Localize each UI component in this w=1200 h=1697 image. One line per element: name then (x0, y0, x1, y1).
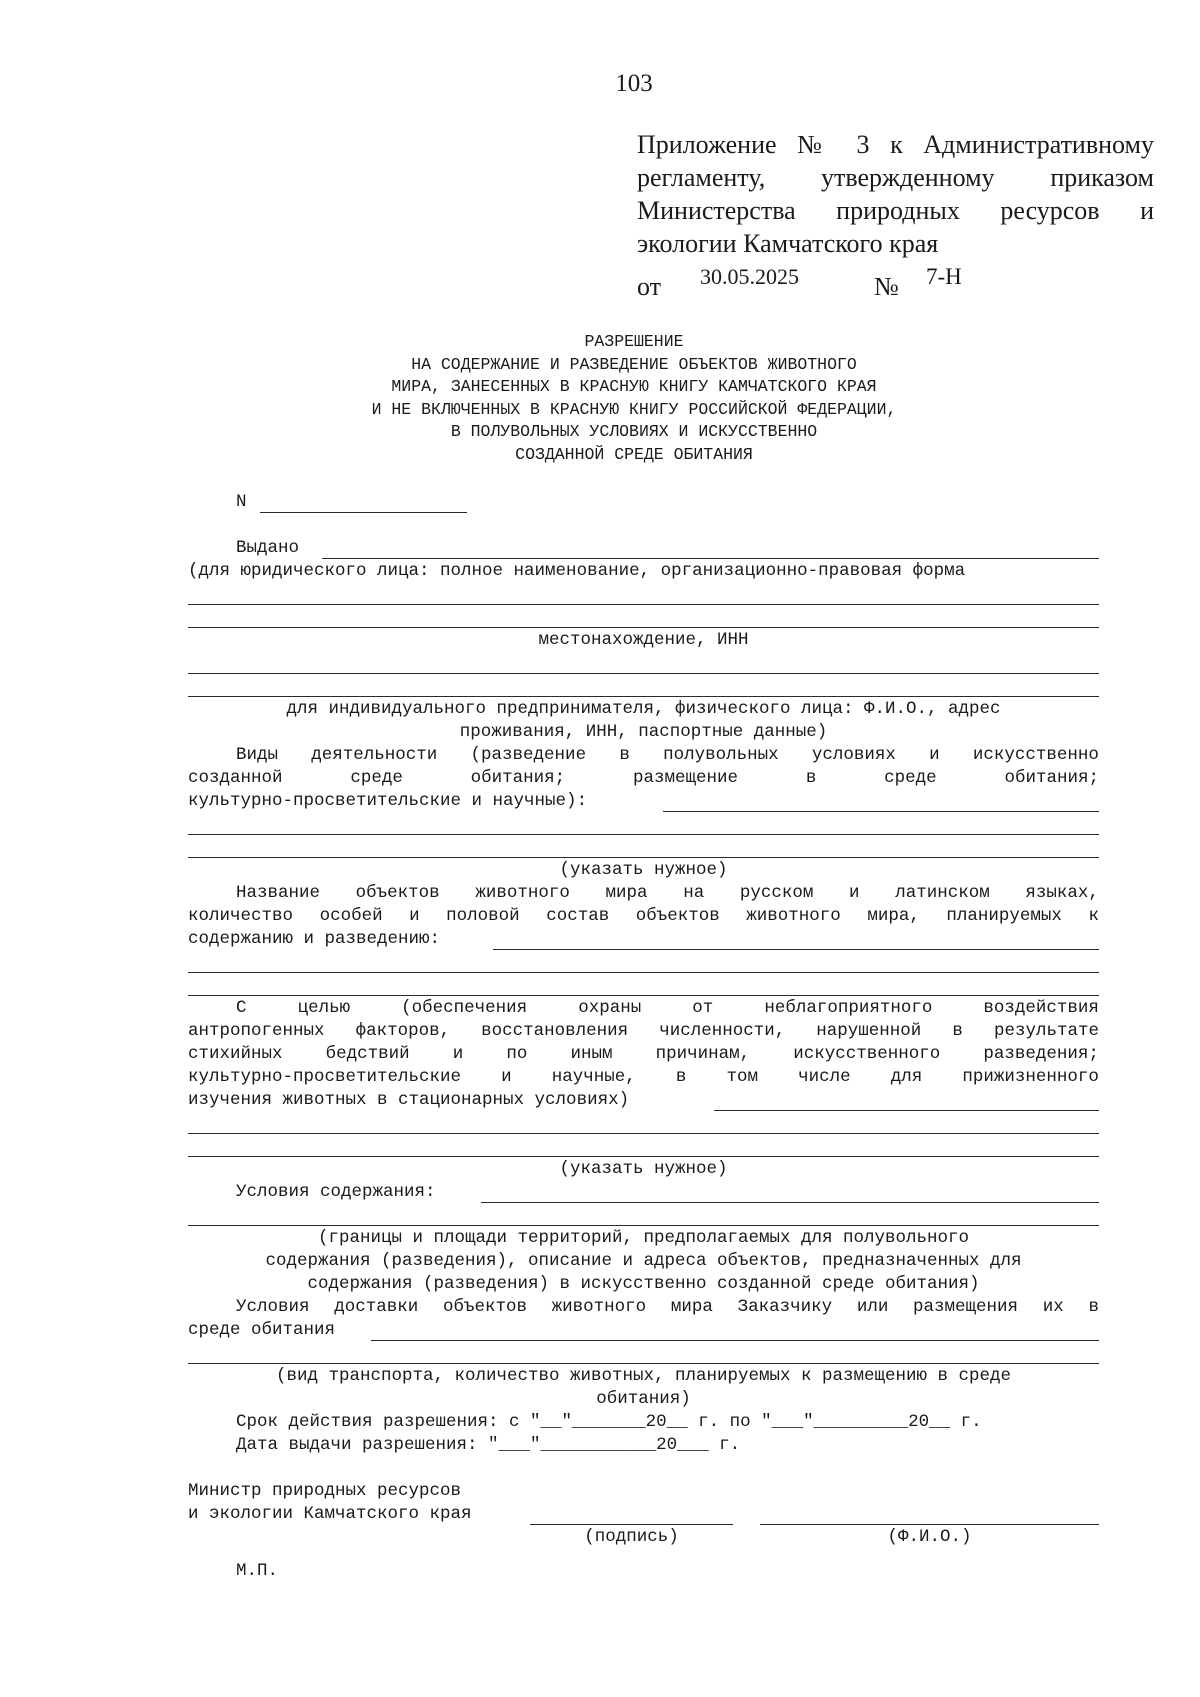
from-label: от (637, 272, 662, 301)
appendix-line: регламенту, утвержденному приказом (637, 163, 1154, 192)
purpose-line: антропогенных факторов, восстановления численности, нарушенной в результате (188, 1021, 1099, 1041)
fio-field[interactable] (760, 1524, 1099, 1525)
blank-line[interactable] (188, 1156, 1099, 1157)
activity-line: Виды деятельности (разведение в полувольных условиях и искусственно (236, 745, 1099, 765)
activity-line: культурно-просветительские и научные): (188, 791, 588, 811)
species-field[interactable] (493, 949, 1099, 950)
blank-line[interactable] (188, 995, 1099, 996)
title-line: НА СОДЕРЖАНИЕ И РАЗВЕДЕНИЕ ОБЪЕКТОВ ЖИВОТНОГО (411, 354, 857, 374)
blank-line[interactable] (188, 627, 1099, 628)
stamp-place: М.П. (236, 1561, 279, 1581)
conditions-hint: (границы и площади территорий, предполагаемых для полувольного (317, 1228, 970, 1248)
issued-hint: (для юридического лица: полное наименование, организационно-правовая форма (188, 561, 966, 581)
purpose-field[interactable] (714, 1110, 1099, 1111)
appendix-line: Министерства природных ресурсов и (637, 196, 1154, 225)
purpose-line: С целью (обеспечения охраны от неблагоприятного воздействия (236, 998, 1099, 1018)
purpose-line: культурно-просветительские и научные, в том числе для прижизненного (188, 1067, 1099, 1087)
transport-hint: (вид транспорта, количество животных, планируемых к размещению в среде (275, 1366, 1012, 1386)
document-title (0, 331, 1200, 466)
signature-field[interactable] (530, 1524, 733, 1525)
blank-line[interactable] (188, 857, 1099, 858)
title-line: СОЗДАННОЙ СРЕДЕ ОБИТАНИЯ (515, 444, 753, 464)
specify-hint: (указать нужное) (559, 860, 728, 880)
permit-number-label: N (236, 492, 247, 512)
blank-line[interactable] (188, 1225, 1099, 1226)
delivery-line: Условия доставки объектов животного мира Заказчику или размещения их в (236, 1297, 1099, 1317)
appendix-block (637, 128, 1154, 300)
activity-field[interactable] (663, 811, 1099, 812)
conditions-field[interactable] (481, 1202, 1099, 1203)
fio-hint: (Ф.И.О.) (887, 1527, 972, 1547)
specify-hint: (указать нужное) (559, 1159, 728, 1179)
conditions-hint: содержания (разведения) в искусственно созданной среде обитания) (307, 1274, 980, 1294)
blank-line[interactable] (188, 972, 1099, 973)
purpose-line: стихийных бедствий и по иным причинам, искусственного разведения; (188, 1044, 1099, 1064)
title-line: В ПОЛУВОЛЬНЫХ УСЛОВИЯХ И ИСКУССТВЕННО (450, 422, 818, 441)
order-number: 7-Н (926, 264, 962, 289)
blank-line[interactable] (188, 604, 1099, 605)
species-line: количество особей и половой состав объектов животного мира, планируемых к (188, 906, 1099, 926)
issued-to-field[interactable] (322, 558, 1099, 559)
number-label: № (874, 272, 899, 301)
permit-number-field[interactable] (260, 512, 467, 513)
blank-line[interactable] (188, 834, 1099, 835)
title-line: РАЗРЕШЕНИЕ (584, 332, 684, 351)
appendix-date-row (637, 260, 1154, 300)
conditions-label: Условия содержания: (236, 1182, 436, 1202)
signature-hint: (подпись) (584, 1527, 679, 1547)
person-hint: для индивидуального предпринимателя, физического лица: Ф.И.О., адрес (286, 699, 1001, 719)
delivery-field[interactable] (371, 1340, 1099, 1341)
person-hint: проживания, ИНН, паспортные данные) (459, 722, 828, 742)
validity-period-line[interactable]: Срок действия разрешения: с "__"_______20__ г. по "___"_________20__ г. (236, 1412, 982, 1432)
title-line: МИРА, ЗАНЕСЕННЫХ В КРАСНУЮ КНИГУ КАМЧАТСКОГО КРАЯ (391, 377, 877, 396)
blank-line[interactable] (188, 696, 1099, 697)
species-line: содержанию и разведению: (188, 929, 441, 949)
activity-line: созданной среде обитания; размещение в среде обитания; (188, 768, 1099, 788)
appendix-line: Приложение № 3 к Административному (637, 130, 1154, 159)
minister-title: Министр природных ресурсов (188, 1481, 462, 1501)
title-line: И НЕ ВКЛЮЧЕННЫХ В КРАСНУЮ КНИГУ РОССИЙСКОЙ ФЕДЕРАЦИИ, (371, 399, 897, 419)
species-line: Название объектов животного мира на русском и латинском языках, (236, 883, 1099, 903)
appendix-line: экологии Камчатского края (637, 229, 939, 258)
order-date: 30.05.2025 (700, 264, 799, 289)
minister-title: и экологии Камчатского края (188, 1504, 472, 1524)
blank-line[interactable] (188, 1363, 1099, 1364)
blank-line[interactable] (188, 1133, 1099, 1134)
page-number: 103 (615, 70, 653, 97)
purpose-line: изучения животных в стационарных условиях) (188, 1090, 630, 1110)
delivery-line: среде обитания (188, 1320, 336, 1340)
location-hint: местонахождение, ИНН (538, 630, 749, 650)
transport-hint: обитания) (596, 1389, 691, 1409)
conditions-hint: содержания (разведения), описание и адреса объектов, предназначенных для (265, 1251, 1022, 1271)
issue-date-line[interactable]: Дата выдачи разрешения: "___"___________20___ г. (236, 1435, 741, 1455)
blank-line[interactable] (188, 673, 1099, 674)
issued-label: Выдано (236, 538, 300, 558)
